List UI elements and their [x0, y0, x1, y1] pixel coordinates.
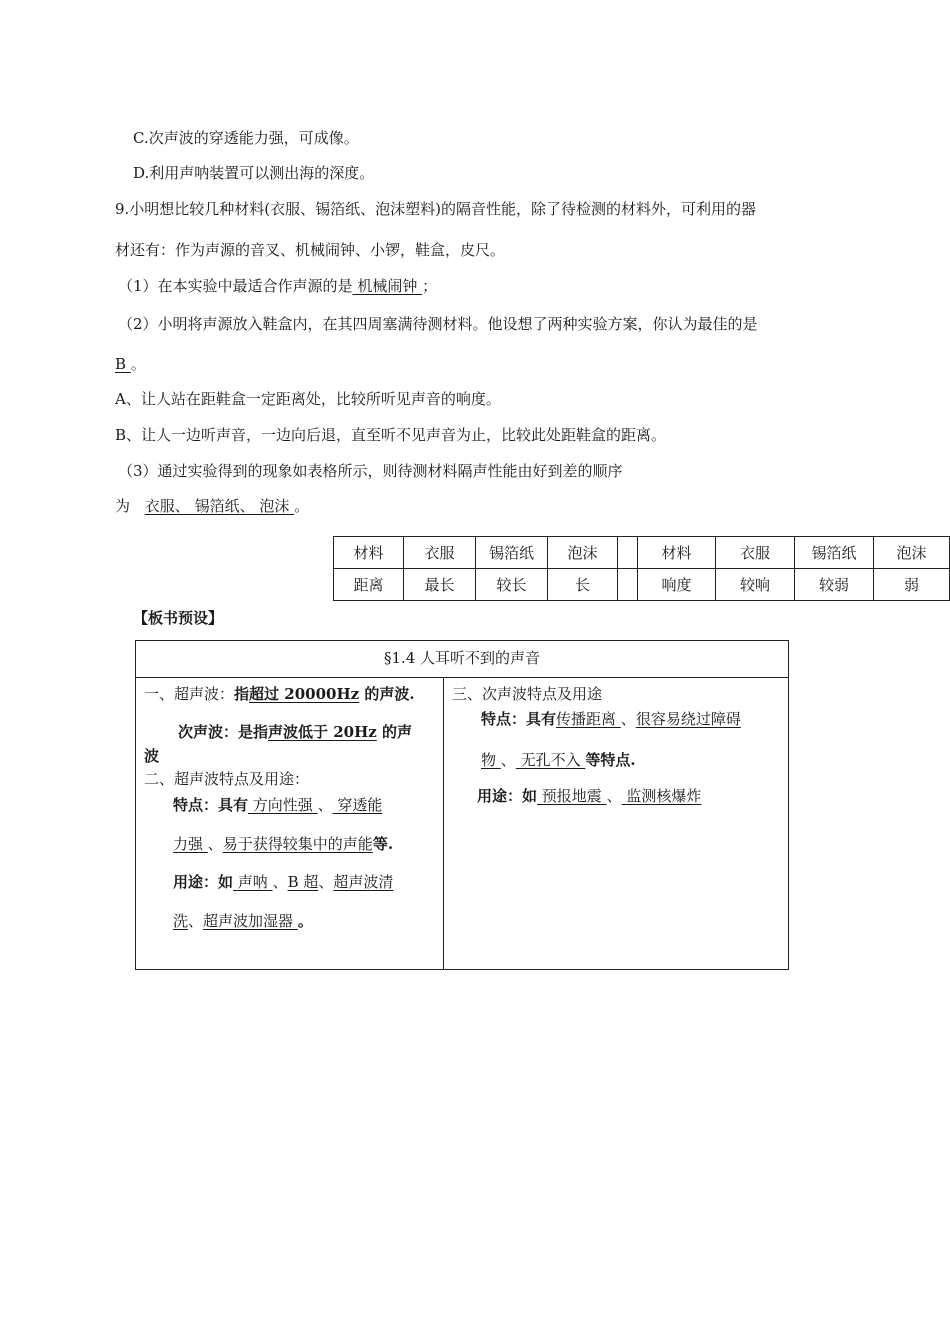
table-cell: 材料: [638, 537, 716, 569]
q9-option-b: B、让人一边听声音，一边向后退，直至听不见声音为止，比较此处距鞋盒的距离。: [115, 426, 667, 444]
board-right-line3: [481, 750, 636, 770]
q9-part2-text: （2）小明将声源放入鞋盒内，在其四周塞满待测材料。他设想了两种实验方案，你认为最佳的是: [118, 315, 758, 333]
table-row: [334, 569, 950, 601]
q9-part2-suffix: 。: [130, 355, 146, 373]
q9-part3-answer: 衣服、 锡箔纸、 泡沫: [144, 497, 295, 515]
board-left-line8: [173, 911, 313, 931]
table-cell: 响度: [638, 569, 716, 601]
separator: 、: [606, 787, 622, 805]
infrasound-use-label: 用途：如: [477, 787, 538, 805]
ultrasound-def-answer: 超过 20000Hz: [249, 685, 360, 703]
q9-part3-suffix: 。: [294, 497, 310, 515]
q9-part2-answer: B: [115, 355, 131, 373]
infrasound-def-suffix: 的声: [376, 723, 413, 741]
separator: 、: [318, 873, 334, 891]
board-title-text: §1.4 人耳听不到的声音: [383, 649, 541, 667]
board-left-line6: [173, 834, 393, 854]
q9-part3-answer-line: [115, 496, 309, 516]
table-row: [334, 537, 950, 569]
ultrasound-feature-suffix: 等.: [372, 835, 394, 853]
infrasound-feature-1: 传播距离: [556, 710, 621, 728]
table-cell: 最长: [404, 569, 476, 601]
table-cell: 较长: [476, 569, 548, 601]
ultrasound-feature-3: 易于获得较集中的声能: [222, 835, 373, 853]
q9-option-a: A、让人站在距鞋盒一定距离处，比较所听见声音的响度。: [115, 390, 501, 408]
option-c: C.次声波的穿透能力强，可成像。: [133, 129, 359, 147]
ultrasound-feature-2a: 穿透能: [332, 796, 383, 814]
table-spacer-cell: [618, 537, 638, 569]
table-cell: 弱: [874, 569, 950, 601]
separator: 、: [500, 751, 516, 769]
separator: 、: [272, 873, 288, 891]
table-cell: 材料: [334, 537, 404, 569]
table-cell: 衣服: [716, 537, 795, 569]
board-left-line3: 波: [144, 747, 160, 765]
infrasound-use-1: 预报地震: [537, 787, 607, 805]
board-left-line5: [173, 795, 382, 815]
separator: 、: [188, 912, 204, 930]
option-d: D.利用声呐装置可以测出海的深度。: [133, 164, 375, 182]
ultrasound-def-suffix: 的声波.: [359, 685, 415, 703]
board-left-line2: [178, 722, 412, 742]
board-title: [135, 640, 789, 678]
q9-part1-suffix: ；: [422, 277, 438, 295]
table-spacer-cell: [618, 569, 638, 601]
q9-part1-text: （1）在本实验中最适合作声源的是: [118, 277, 353, 295]
q9-part1: [118, 276, 437, 296]
ultrasound-use-label: 用途：如: [173, 873, 234, 891]
ultrasound-use-4: 超声波加湿器: [203, 912, 298, 930]
infrasound-def-prefix: 次声波：是指: [178, 723, 269, 741]
ultrasound-use-1: 声呐: [233, 873, 273, 891]
infrasound-feature-3: 无孔不入: [515, 751, 586, 769]
q9-part3-prefix: 为: [115, 497, 131, 515]
table-cell: 长: [548, 569, 618, 601]
results-table: [333, 536, 950, 601]
table-cell: 锡箔纸: [795, 537, 874, 569]
table-cell: 泡沫: [548, 537, 618, 569]
board-right-line1: 三、次声波特点及用途: [452, 685, 603, 703]
table-cell: 较响: [716, 569, 795, 601]
board-left-line1: [144, 684, 415, 704]
table-cell: 泡沫: [874, 537, 950, 569]
ultrasound-feature-1: 方向性强: [248, 796, 318, 814]
table-cell: 较弱: [795, 569, 874, 601]
q9-part2-answer-line: [115, 354, 146, 374]
ultrasound-use-2: B 超: [287, 873, 319, 891]
infrasound-feature-2a: 很容易绕过障碍: [635, 710, 741, 728]
infrasound-feature-2b: 物: [481, 751, 501, 769]
board-left-line4: 二、超声波特点及用途：: [144, 770, 310, 788]
separator: 、: [620, 710, 636, 728]
ultrasound-use-3b: 洗: [173, 912, 189, 930]
board-heading: 【板书预设】: [133, 609, 224, 627]
board-left-line7: [173, 872, 393, 892]
infrasound-feature-label: 特点：具有: [481, 710, 557, 728]
ultrasound-feature-label: 特点：具有: [173, 796, 249, 814]
table-cell: 距离: [334, 569, 404, 601]
ultrasound-feature-2b: 力强: [173, 835, 208, 853]
table-cell: 锡箔纸: [476, 537, 548, 569]
board-right-line2: [481, 709, 741, 729]
infrasound-use-2: 监测核爆炸: [621, 787, 702, 805]
q9-stem-line2: 材还有：作为声源的音叉、机械闹钟、小锣，鞋盒，皮尺。: [115, 241, 506, 259]
table-cell: 衣服: [404, 537, 476, 569]
board-left-cell: [135, 677, 444, 970]
q9-stem-line1: 9.小明想比较几种材料(衣服、锡箔纸、泡沫塑料)的隔音性能，除了待检测的材料外，可利用的器: [115, 200, 757, 218]
q9-part1-answer: 机械闹钟: [352, 277, 423, 295]
infrasound-feature-suffix: 等特点.: [585, 751, 636, 769]
separator: 、: [207, 835, 223, 853]
ultrasound-use-suffix: 。: [297, 912, 313, 930]
board-right-cell: [443, 677, 789, 970]
ultrasound-label: 一、超声波：: [144, 685, 235, 703]
ultrasound-def-prefix: 指: [234, 685, 250, 703]
q9-part3: （3）通过实验得到的现象如表格所示，则待测材料隔声性能由好到差的顺序: [118, 462, 623, 480]
board-right-line4: [477, 786, 701, 806]
q9-part2: [118, 314, 758, 334]
ultrasound-use-3a: 超声波清: [333, 873, 394, 891]
separator: 、: [317, 796, 333, 814]
infrasound-def-answer: 声波低于 20Hz: [268, 723, 377, 741]
